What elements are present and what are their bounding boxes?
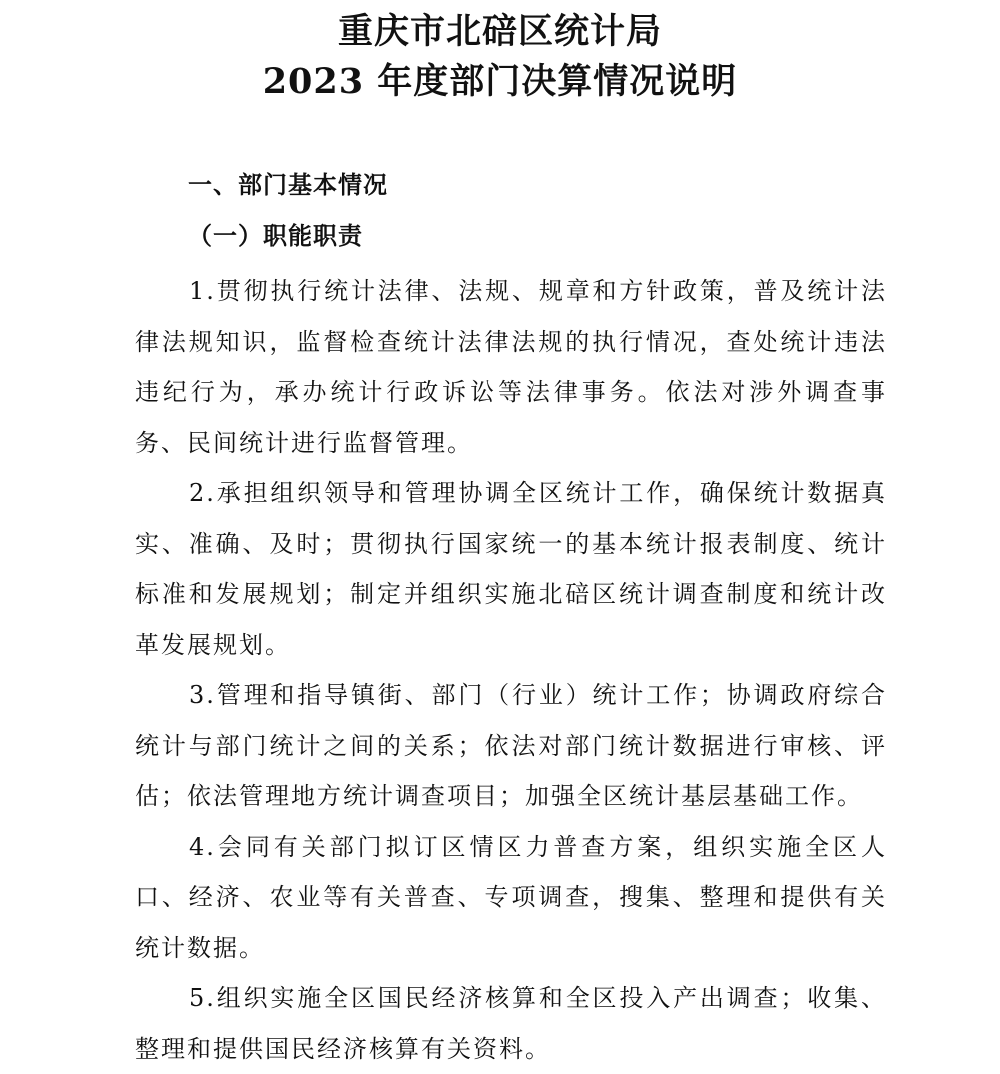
subsection-heading: （一）职能职责 xyxy=(188,222,363,250)
section-heading: 一、部门基本情况 xyxy=(188,171,388,199)
duty-list xyxy=(135,266,887,1074)
document-title: 重庆市北碚区统计局 xyxy=(337,11,662,52)
duty-item-4: 4.会同有关部门拟订区情区力普查方案，组织实施全区人口、经济、农业等有关普查、专项调查，搜集、整理和提供有关统计数据。 xyxy=(135,832,887,962)
duty-item-1: 1.贯彻执行统计法律、法规、规章和方针政策，普及统计法律法规知识，监督检查统计法律法规的执行情况，查处统计违法违纪行为，承办统计行政诉讼等法律事务。依法对涉外调查事务、民间统计进行监督管理。 xyxy=(135,277,887,457)
duty-item-5: 5.组织实施全区国民经济核算和全区投入产出调查；收集、整理和提供国民经济核算有关资料。 xyxy=(135,984,887,1063)
duty-item-2: 2.承担组织领导和管理协调全区统计工作，确保统计数据真实、准确、及时；贯彻执行国家统一的基本统计报表制度、统计标准和发展规划；制定并组织实施北碚区统计调查制度和统计改革发展规划。 xyxy=(135,479,887,659)
duty-item-3: 3.管理和指导镇街、部门（行业）统计工作；协调政府综合统计与部门统计之间的关系；依法对部门统计数据进行审核、评估；依法管理地方统计调查项目；加强全区统计基层基础工作。 xyxy=(135,681,887,810)
document-subtitle: 2023 年度部门决算情况说明 xyxy=(262,61,738,102)
